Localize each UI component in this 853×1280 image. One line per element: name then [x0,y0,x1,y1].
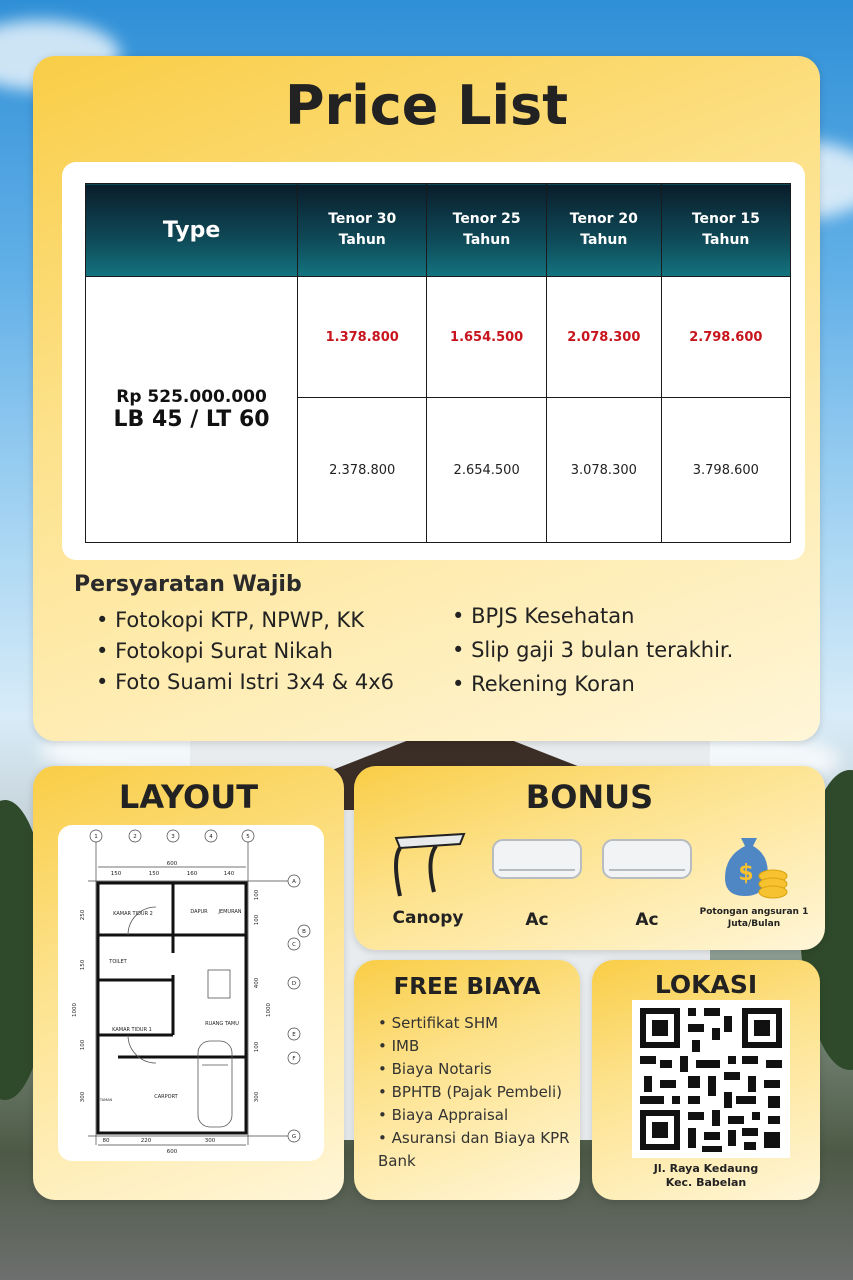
bonus-title: BONUS [525,778,654,816]
room-label: TAMAN [99,1098,113,1102]
list-item: • Biaya Notaris [378,1058,574,1081]
table-header-row [86,184,791,277]
header-tenor-20 [546,184,661,277]
dimension-label: 300 [80,1091,86,1103]
header-tenor-25 [427,184,547,277]
header-line: Tahun [702,232,750,248]
floor-plan [58,825,324,1161]
axis-label: 2 [133,834,137,840]
axis-label: F [292,1056,296,1062]
floor-plan-drawing [58,825,324,1161]
money-bag-icon [719,824,789,900]
address-line: Jl. Raya Kedaung [653,1162,759,1175]
dimension-label: 160 [186,871,198,877]
installment-normal: 3.078.300 [546,398,661,543]
bonus-label: Canopy [392,908,464,928]
qr-code-image[interactable] [632,1000,790,1158]
room-label: DAPUR [190,909,208,915]
price-table-container [62,162,805,560]
dimension-label: 250 [80,909,86,921]
bonus-label: Potongan angsuran 1 Juta/Bulan [699,907,809,929]
list-item: • Foto Suami Istri 3x4 & 4x6 [96,667,394,698]
list-item: • Rekening Koran [452,667,733,701]
axis-label: 1 [94,834,98,840]
address [592,1162,820,1190]
svg-text:$: $ [738,861,754,886]
dimension-label: 80 [102,1138,110,1144]
list-item: • Sertifikat SHM [378,1012,574,1035]
room-label: JEMURAN [218,909,242,915]
installment-normal: 2.654.500 [427,398,547,543]
installment-red: 2.078.300 [546,277,661,398]
dimension-label: 600 [166,861,178,867]
lokasi-card [592,960,820,1200]
dimension-label: 140 [223,871,235,877]
bonus-item-discount [694,824,814,930]
free-biaya-list [378,1012,574,1173]
axis-label: A [292,879,296,885]
bonus-item-ac [484,836,590,930]
axis-label: B [302,929,306,935]
list-item: • BPJS Kesehatan [452,599,733,633]
type-price: Rp 525.000.000 [116,387,267,407]
dimension-label: 1000 [266,1003,272,1017]
header-type: Type [86,184,298,277]
list-item: • Asuransi dan Biaya KPR Bank [378,1127,574,1173]
installment-red: 1.654.500 [427,277,547,398]
installment-normal: 3.798.600 [661,398,790,543]
table-row [86,277,791,398]
header-line: Tahun [580,232,628,248]
bonus-label: Ac [525,910,549,930]
header-line: Tenor 25 [452,211,521,227]
axis-label: 3 [171,834,175,840]
bonus-label: Ac [635,910,659,930]
header-line: Tenor 15 [691,211,760,227]
address-line: Kec. Babelan [665,1176,747,1189]
type-cell [86,277,298,543]
installment-red: 2.798.600 [661,277,790,398]
list-item: • Slip gaji 3 bulan terakhir. [452,633,733,667]
dimension-label: 150 [148,871,160,877]
requirements-list-left [96,605,394,698]
dimension-label: 400 [254,977,260,989]
dimension-label: 300 [254,1091,260,1103]
header-line: Tahun [338,232,386,248]
room-label: KAMAR TIDUR 2 [113,911,153,917]
canopy-icon [388,830,468,900]
price-table [85,183,791,543]
lokasi-title: LOKASI [654,970,758,999]
dimension-label: 300 [204,1138,216,1144]
list-item: • BPHTB (Pajak Pembeli) [378,1081,574,1104]
dimension-label: 600 [166,1149,178,1155]
air-conditioner-icon [599,836,695,886]
list-item: • Biaya Appraisal [378,1104,574,1127]
axis-label: 4 [209,834,213,840]
dimension-label: 150 [80,959,86,971]
bonus-item-canopy [382,830,474,928]
header-line: Tahun [463,232,511,248]
dimension-label: 100 [254,1041,260,1053]
header-line: Tenor 20 [569,211,638,227]
installment-normal: 2.378.800 [298,398,427,543]
free-biaya-title: FREE BIAYA [393,974,541,1000]
room-label: CARPORT [154,1094,178,1100]
axis-label: G [291,1134,297,1140]
axis-label: E [292,1032,296,1038]
room-label: KAMAR TIDUR 1 [112,1027,152,1033]
list-item: • IMB [378,1035,574,1058]
type-size: LB 45 / LT 60 [113,407,270,432]
dimension-label: 150 [110,871,122,877]
header-tenor-15 [661,184,790,277]
requirements-title: Persyaratan Wajib [74,572,302,597]
installment-red: 1.378.800 [298,277,427,398]
list-item: • Fotokopi Surat Nikah [96,636,394,667]
bonus-item-ac [594,836,700,930]
room-label: RUANG TAMU [205,1021,239,1027]
price-list-title: Price List [284,74,569,137]
axis-label: D [291,981,297,987]
dimension-label: 100 [254,914,260,926]
dimension-label: 100 [254,889,260,901]
bonus-card [354,766,825,950]
qr-code[interactable] [632,1000,790,1158]
layout-title: LAYOUT [118,778,259,816]
axis-label: C [292,942,296,948]
dimension-label: 1000 [72,1003,78,1017]
room-label: TOILET [109,959,127,965]
air-conditioner-icon [489,836,585,886]
free-biaya-card [354,960,580,1200]
list-item: • Fotokopi KTP, NPWP, KK [96,605,394,636]
requirements-list-right [452,599,733,701]
header-tenor-30 [298,184,427,277]
dimension-label: 100 [80,1039,86,1051]
dimension-label: 220 [140,1138,152,1144]
axis-label: 5 [246,834,250,840]
header-line: Tenor 30 [328,211,397,227]
